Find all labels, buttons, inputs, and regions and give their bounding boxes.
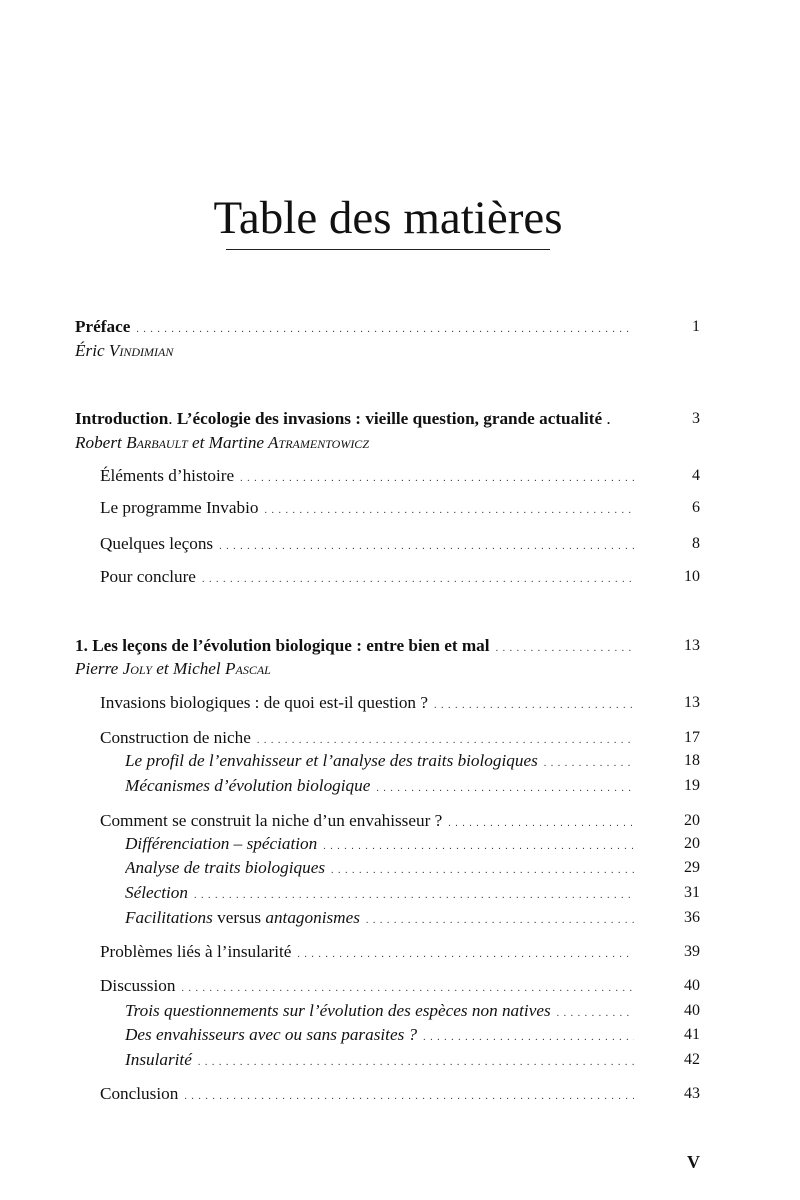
toc-entry[interactable]: Éléments d’histoire . . . 4 <box>0 464 800 488</box>
toc-entry[interactable]: Invasions biologiques : de quoi est-il question ? . . . 13 <box>0 691 800 715</box>
toc-subentry[interactable]: Insularité . . . 42 <box>0 1048 800 1072</box>
toc-author-preface: Éric Vindimian <box>75 341 174 360</box>
dot-leader <box>423 1026 634 1047</box>
toc-subentry[interactable]: Trois questionnements sur l’évolution des espèces non natives . . . 40 <box>0 999 800 1023</box>
dot-leader <box>323 835 634 856</box>
dot-leader <box>448 812 634 833</box>
toc-entry[interactable]: Conclusion . . . 43 <box>0 1082 800 1106</box>
dot-leader <box>264 499 634 520</box>
dot-leader <box>297 943 634 964</box>
toc-subentry[interactable]: Analyse de traits biologiques . . . 29 <box>0 856 800 880</box>
page-folio: V <box>687 1152 700 1172</box>
toc-label: Introduction. L’écologie des invasions : vieille question, grande actualité . <box>75 409 611 428</box>
toc-entry[interactable]: Comment se construit la niche d’un envahisseur ? . . . 20 <box>0 809 800 833</box>
page-title: Table des matières <box>213 192 563 244</box>
dot-leader <box>198 1051 634 1072</box>
toc-page-number: 3 <box>692 410 700 427</box>
toc-subentry[interactable]: Le profil de l’envahisseur et l’analyse des traits biologiques . . . 18 <box>0 749 800 773</box>
toc-subentry[interactable]: Des envahisseurs avec ou sans parasites ? . . . 41 <box>0 1023 800 1047</box>
dot-leader <box>194 884 634 905</box>
dot-leader <box>366 909 634 930</box>
dot-leader <box>434 694 634 715</box>
dot-leader <box>544 752 634 773</box>
toc-subentry[interactable]: Sélection . . . 31 <box>0 881 800 905</box>
dot-leader <box>376 777 634 798</box>
toc-entry-chapter-1[interactable] <box>0 634 800 658</box>
toc-entry[interactable]: Le programme Invabio . . . 6 <box>0 496 800 520</box>
toc-entry[interactable]: Quelques leçons . . . 8 <box>0 532 800 556</box>
toc-subentry[interactable]: Facilitations versus antagonismes . . . 36 <box>0 906 800 930</box>
dot-leader <box>496 637 634 658</box>
toc-page-number: 1 <box>692 318 700 335</box>
toc-author-chapter-1: Pierre Joly et Michel Pascal <box>75 659 271 678</box>
toc-author-introduction: Robert Barbault et Martine Atramentowicz <box>75 433 369 452</box>
toc-entry-preface[interactable] <box>0 315 800 339</box>
toc-entry-introduction[interactable] <box>0 407 800 431</box>
toc-entry[interactable]: Construction de niche . . . 17 <box>0 726 800 750</box>
dot-leader <box>181 977 634 998</box>
dot-leader <box>557 1002 634 1023</box>
toc-subentry[interactable]: Mécanismes d’évolution biologique . . . 19 <box>0 774 800 798</box>
dot-leader <box>136 318 634 339</box>
dot-leader <box>184 1085 634 1106</box>
dot-leader <box>202 568 634 589</box>
dot-leader <box>240 467 634 488</box>
title-underline <box>226 249 550 250</box>
toc-entry[interactable]: Discussion . . . 40 <box>0 974 800 998</box>
toc-label: Préface <box>75 317 131 336</box>
dot-leader <box>257 729 634 750</box>
toc-label: 1. Les leçons de l’évolution biologique : entre bien et mal <box>75 636 490 655</box>
dot-leader <box>219 535 634 556</box>
toc-entry[interactable]: Problèmes liés à l’insularité . . . 39 <box>0 940 800 964</box>
toc-entry[interactable]: Pour conclure . . . 10 <box>0 565 800 589</box>
dot-leader <box>331 859 634 880</box>
toc-page-number: 13 <box>684 637 700 654</box>
toc-subentry[interactable]: Différenciation – spéciation . . . 20 <box>0 832 800 856</box>
